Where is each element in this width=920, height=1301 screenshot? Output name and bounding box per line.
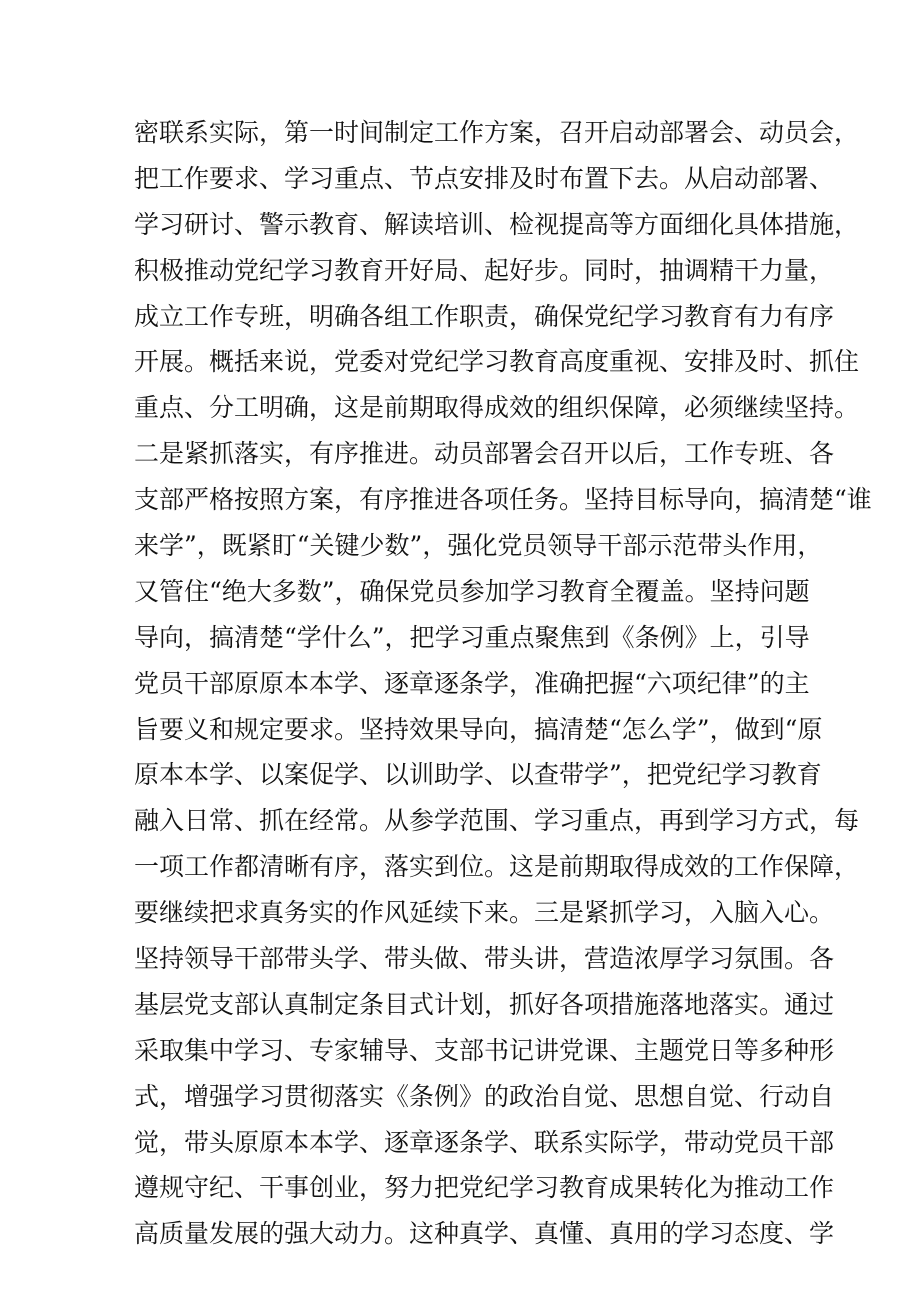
text-line: 要继续把求真务实的作风延续下来。三是紧抓学习，入脑入心。: [134, 898, 835, 928]
text-line: 支部严格按照方案，有序推进各项任务。坚持目标导向，搞清楚“谁: [134, 485, 872, 515]
text-line: 高质量发展的强大动力。这种真学、真懂、真用的学习态度、学: [134, 1219, 835, 1249]
text-line: 融入日常、抓在经常。从参学范围、学习重点，再到学习方式，每: [134, 806, 860, 836]
text-line: 二是紧抓落实，有序推进。动员部署会召开以后，工作专班、各: [134, 439, 835, 469]
text-line: 觉，带头原原本本学、逐章逐条学、联系实际学，带动党员干部: [134, 1127, 835, 1157]
text-line: 旨要义和规定要求。坚持效果导向，搞清楚“怎么学”，做到“原: [134, 714, 823, 744]
text-line: 原本本学、以案促学、以训助学、以查带学”，把党纪学习教育: [134, 760, 822, 790]
body-text: [134, 110, 872, 1257]
text-line: 来学”，既紧盯“关键少数”，强化党员领导干部示范带头作用，: [134, 531, 823, 561]
text-line: 基层党支部认真制定条目式计划，抓好各项措施落地落实。通过: [134, 989, 835, 1019]
text-line: 重点、分工明确，这是前期取得成效的组织保障，必须继续坚持。: [134, 393, 860, 423]
text-line: 采取集中学习、专家辅导、支部书记讲党课、主题党日等多种形: [134, 1035, 835, 1065]
text-line: 坚持领导干部带头学、带头做、带头讲，营造浓厚学习氛围。各: [134, 944, 835, 974]
text-line: 成立工作专班，明确各组工作职责，确保党纪学习教育有力有序: [134, 301, 835, 331]
text-line: 一项工作都清晰有序，落实到位。这是前期取得成效的工作保障，: [134, 852, 860, 882]
text-line: 积极推动党纪学习教育开好局、起好步。同时，抽调精干力量，: [134, 255, 835, 285]
text-line: 党员干部原原本本学、逐章逐条学，准确把握“六项纪律”的主: [134, 668, 810, 698]
text-line: 密联系实际，第一时间制定工作方案，召开启动部署会、动员会，: [134, 118, 860, 147]
text-line: 又管住“绝大多数”，确保党员参加学习教育全覆盖。坚持问题: [134, 576, 810, 606]
text-line: 开展。概括来说，党委对党纪学习教育高度重视、安排及时、抓住: [134, 347, 860, 377]
text-line: 把工作要求、学习重点、节点安排及时布置下去。从启动部署、: [134, 163, 835, 193]
text-line: 遵规守纪、干事创业，努力把党纪学习教育成果转化为推动工作: [134, 1173, 835, 1203]
text-line: 导向，搞清楚“学什么”，把学习重点聚焦到《条例》上，引导: [134, 622, 810, 652]
text-line: 式，增强学习贯彻落实《条例》的政治自觉、思想自觉、行动自: [134, 1081, 835, 1111]
text-line: 学习研讨、警示教育、解读培训、检视提高等方面细化具体措施，: [134, 209, 860, 239]
